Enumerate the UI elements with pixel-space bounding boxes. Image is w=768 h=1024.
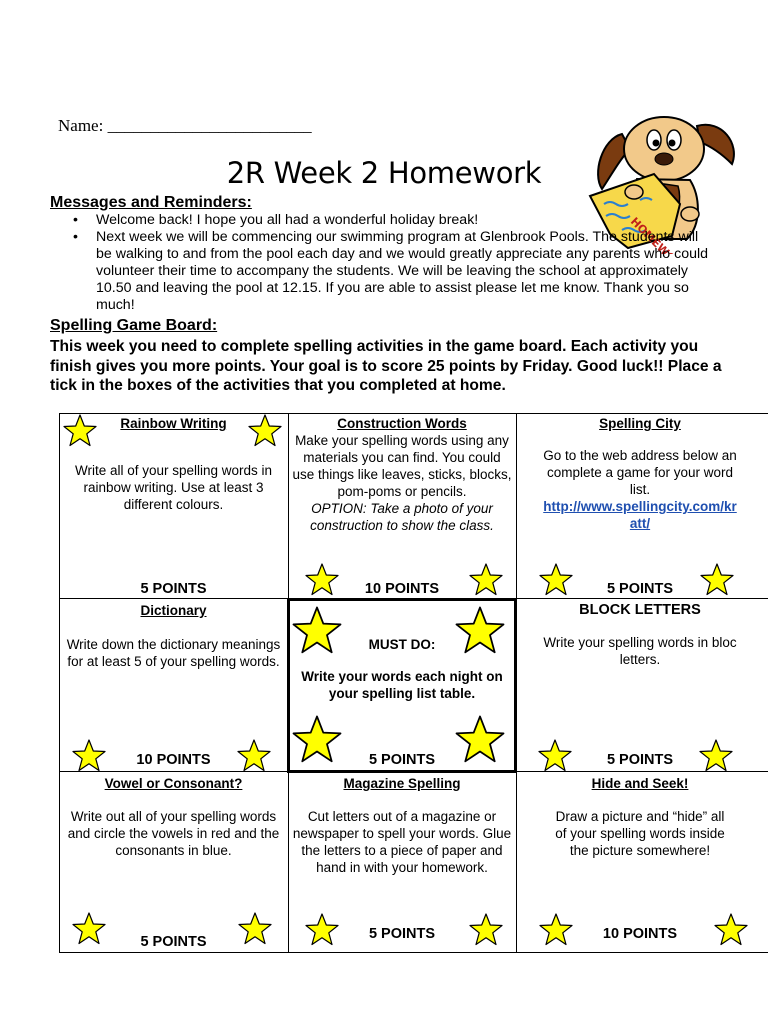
cell-points: 5 POINTS — [140, 581, 207, 597]
spelling-intro: This week you need to complete spelling activities in the game board. Each activity you finish gives you more points. Your goal is to score 25 points by Friday. Good luck!! Place a tick in the boxes of the activities that you completed at home. — [50, 338, 722, 394]
cell-points: 5 POINTS — [368, 752, 436, 768]
cell-body: Cut letters out of a magazine or newspaper to spell your words. Glue the letters to a piece of paper and hand in with your homework. — [292, 809, 512, 875]
cell-option-note: OPTION: Take a photo of your construction to show the class. — [310, 501, 494, 533]
cell-points: 5 POINTS — [368, 926, 436, 942]
star-icon — [72, 739, 106, 773]
star-icon — [248, 414, 282, 448]
cell-body: Go to the web address below an complete a game for your word list. — [543, 448, 737, 497]
star-icon — [237, 739, 271, 773]
star-icon — [305, 913, 339, 947]
cell-body: Write all of your spelling words in rainbow writing. Use at least 3 different colours. — [74, 463, 273, 512]
star-icon — [699, 739, 733, 773]
star-icon — [292, 606, 342, 656]
cell-title: Hide and Seek! — [591, 776, 689, 791]
board-cell-magazine-spelling[interactable] — [292, 775, 512, 876]
cell-title: Rainbow Writing — [120, 416, 227, 431]
board-cell-block-letters[interactable] — [521, 602, 759, 668]
star-icon — [539, 913, 573, 947]
cell-points: 5 POINTS — [606, 581, 674, 597]
star-icon — [469, 913, 503, 947]
star-icon — [539, 563, 573, 597]
board-cell-dictionary[interactable] — [66, 602, 281, 670]
star-icon — [63, 414, 97, 448]
cell-body: Write out all of your spelling words and circle the vowels in red and the consonants in blue. — [67, 809, 280, 858]
messages-list — [73, 212, 713, 314]
spelling-heading: Spelling Game Board: — [50, 317, 218, 334]
page-title: 2R Week 2 Homework — [226, 156, 542, 190]
board-cell-construction-words[interactable] — [292, 415, 512, 534]
cell-title: Vowel or Consonant? — [104, 776, 243, 791]
cell-title: Spelling City — [599, 416, 681, 431]
star-icon — [455, 606, 505, 656]
star-icon — [305, 563, 339, 597]
cell-points: 5 POINTS — [606, 752, 674, 768]
messages-heading: Messages and Reminders: — [50, 194, 252, 211]
cell-points: 10 POINTS — [364, 581, 440, 597]
message-item: • Welcome back! I hope you all had a wonderful holiday break! — [73, 212, 713, 229]
cell-title: BLOCK LETTERS — [579, 602, 701, 618]
star-icon — [292, 715, 342, 765]
cell-title: MUST DO: — [368, 637, 436, 652]
cell-points: 5 POINTS — [140, 934, 207, 950]
cell-title: Dictionary — [140, 603, 207, 618]
cell-points: 10 POINTS — [136, 752, 211, 768]
cell-points: 10 POINTS — [602, 926, 678, 942]
cell-body: Draw a picture and “hide” all of your spelling words inside the picture somewhere! — [555, 809, 725, 858]
cell-title: Construction Words — [337, 416, 467, 431]
star-icon — [455, 715, 505, 765]
spellingcity-link[interactable]: http://www.spellingcity.com/kr att/ — [543, 499, 737, 531]
cell-title: Magazine Spelling — [343, 776, 461, 791]
star-icon — [538, 739, 572, 773]
star-icon — [238, 912, 272, 946]
board-cell-hide-and-seek[interactable] — [521, 775, 759, 859]
star-icon — [469, 563, 503, 597]
cell-body: Write your spelling words in bloc letters. — [543, 635, 737, 667]
cell-body: Write your words each night on your spelling list table. — [301, 669, 503, 701]
board-cell-spelling-city[interactable] — [521, 415, 759, 532]
message-item: • Next week we will be commencing our swimming program at Glenbrook Pools. The students will be walking to and from the pool each day and we would greatly appreciate any parents who could volunteer their time to accompany the students. We will be leaving the school at approximately 10.50 and leaving the pool at 12.15. If you are able to assist please let me know. Thank you so much! — [73, 229, 711, 314]
star-icon — [72, 912, 106, 946]
board-cell-vowel-or-consonant[interactable] — [66, 775, 281, 859]
cell-body: Write down the dictionary meanings for at least 5 of your spelling words. — [66, 637, 281, 669]
star-icon — [700, 563, 734, 597]
cell-body: Make your spelling words using any materials you can find. You could use things like leaves, sticks, blocks, pom-poms or pencils. — [292, 433, 512, 499]
star-icon — [714, 913, 748, 947]
name-field-label: Name: ________________________ — [58, 116, 312, 135]
